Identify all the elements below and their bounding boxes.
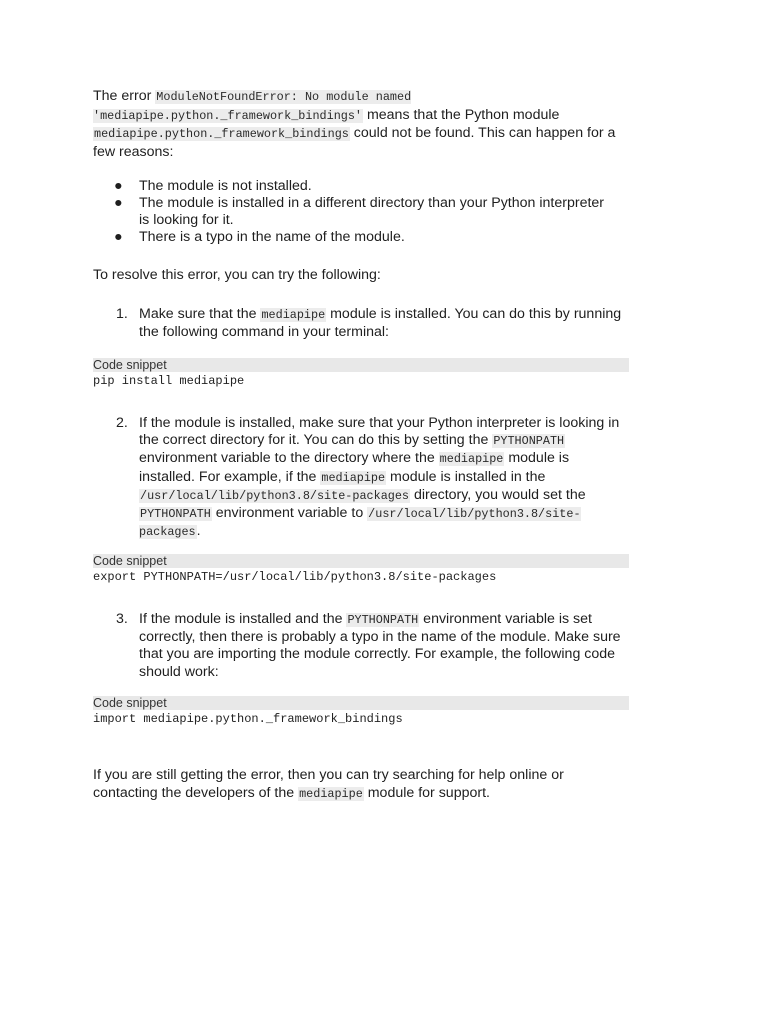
code-snippet-label: Code snippet [93, 554, 629, 568]
bullet-icon: ● [114, 178, 123, 194]
code-snippet: pip install mediapipe [93, 374, 245, 388]
step-body [93, 306, 623, 341]
step-text: . [196, 523, 201, 540]
inline-code: /usr/local/lib/python3.8/site-packages [139, 507, 581, 540]
step-text: directory, you would set the [410, 486, 586, 503]
step-text: environment variable to [211, 505, 368, 522]
code-snippet-label: Code snippet [93, 358, 629, 372]
inline-code: mediapipe [321, 470, 386, 485]
step-1 [93, 306, 623, 341]
inline-code-error: ModuleNotFoundError: No module named 'mediapipe.python._framework_bindings' [93, 90, 412, 123]
inline-code: PYTHONPATH [347, 613, 419, 627]
step-3 [93, 611, 623, 681]
step-text: If the module is installed, make sure that your Python interpreter is looking in the correct directory for it. You can do this by setting the [139, 415, 620, 449]
code-snippet: import mediapipe.python._framework_bindings [93, 712, 403, 726]
list-item [93, 229, 613, 246]
inline-code: PYTHONPATH [493, 434, 565, 449]
step-text: environment variable to the directory where the [139, 450, 439, 467]
closing-paragraph [93, 767, 623, 803]
step-2 [93, 415, 623, 541]
intro-text: could not be found. This can happen for a few reasons: [93, 125, 616, 160]
step-text: environment variable is set correctly, then there is probably a typo in the name of the module. Make sure that you are importing the module correctly. For example, the following code should work: [139, 611, 621, 680]
inline-code: mediapipe [439, 452, 504, 467]
resolve-heading: To resolve this error, you can try the following: [93, 267, 381, 283]
step-number: 2. [116, 415, 128, 431]
list-item-text: The module is installed in a different directory than your Python interpreter is looking for it. [139, 195, 605, 228]
list-item [93, 195, 613, 229]
inline-code: mediapipe [299, 786, 363, 801]
list-item-text: There is a typo in the name of the module. [139, 229, 405, 245]
inline-code-module: mediapipe.python._framework_bindings [94, 127, 349, 141]
code-snippet: export PYTHONPATH=/usr/local/lib/python3.8/site-packages [93, 570, 497, 584]
inline-code: mediapipe [261, 308, 326, 322]
step-text: module is installed in the [386, 468, 546, 485]
step-body [93, 611, 623, 681]
bullet-icon: ● [114, 229, 123, 245]
step-number: 1. [116, 306, 128, 322]
reasons-list [93, 178, 613, 246]
code-snippet-label: Code snippet [93, 696, 629, 710]
bullet-icon: ● [114, 195, 123, 211]
list-item-text: The module is not installed. [139, 178, 312, 194]
intro-text: The error [93, 88, 156, 104]
closing-text: module for support. [363, 784, 490, 801]
step-text: module is installed. For example, if the [139, 450, 570, 485]
intro-paragraph [93, 88, 623, 161]
step-text: Make sure that the [139, 306, 261, 322]
step-text: If the module is installed and the [139, 611, 347, 627]
closing-text: If you are still getting the error, then you can try searching for help online or contacting the developers of the [93, 767, 564, 801]
step-number: 3. [116, 611, 128, 627]
inline-code: /usr/local/lib/python3.8/site-packages [140, 488, 410, 503]
step-body [93, 415, 623, 541]
intro-text: means that the Python module [363, 106, 560, 123]
step-text: module is installed. You can do this by running the following command in your terminal: [139, 306, 622, 341]
list-item [93, 178, 613, 195]
inline-code: PYTHONPATH [140, 507, 211, 522]
